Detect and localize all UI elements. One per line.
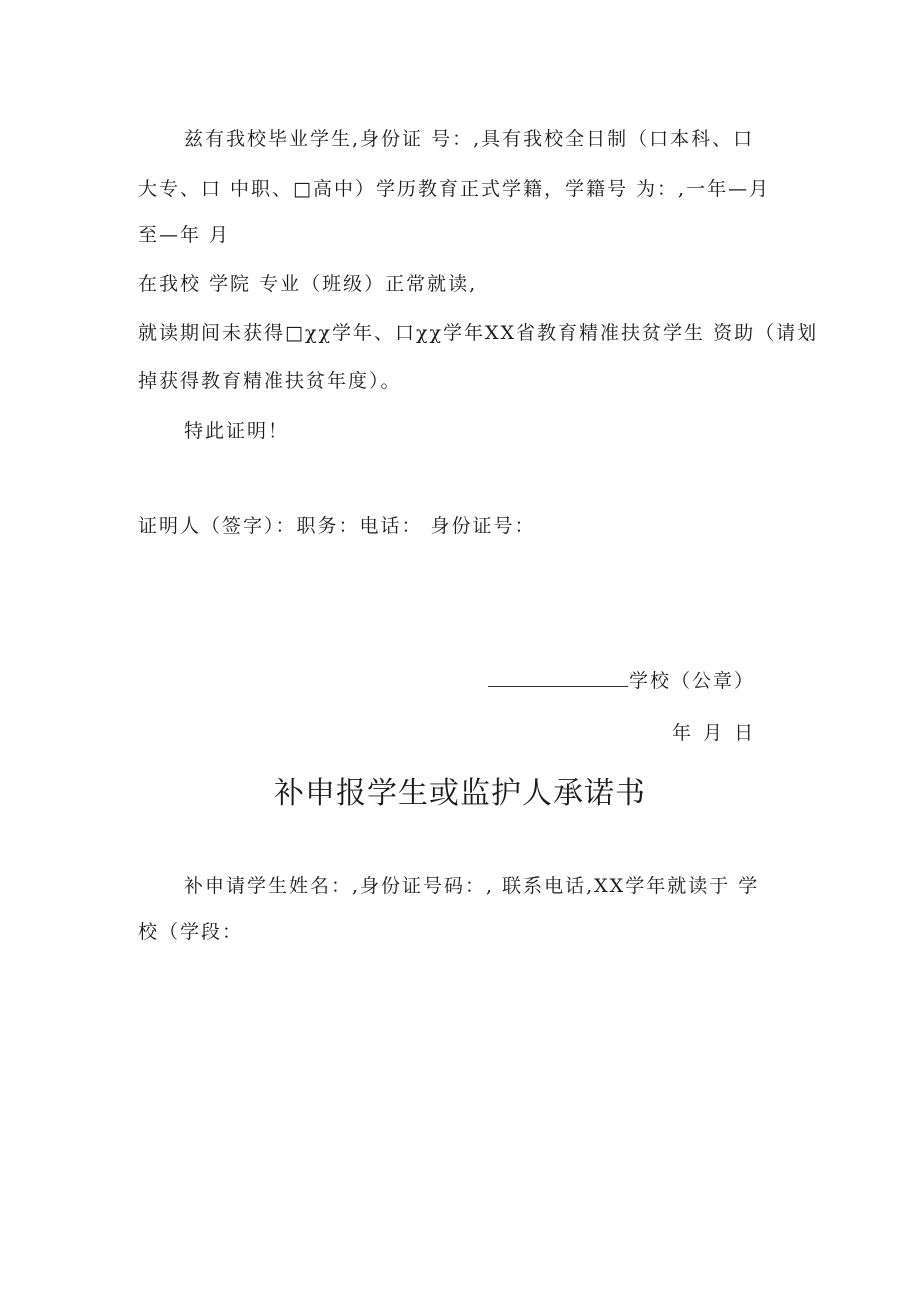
commitment-paragraph-line: 补申请学生姓名：,身份证号码：, 联系电话,XX学年就读于 学 [184, 875, 760, 897]
certificate-paragraph-line: 大专、口 中职、□高中）学历教育正式学籍，学籍号 为：,一年—月 [138, 178, 771, 200]
certificate-aid-line: 掉获得教育精准扶贫年度）。 [138, 370, 402, 392]
seal-blank-line [488, 666, 628, 687]
certificate-paragraph-line: 至—年 月 [138, 224, 231, 246]
seal-label: 学校（公章） [629, 670, 756, 692]
certificate-enrollment-line: 在我校 学院 专业（班级）正常就读, [138, 273, 478, 295]
certificate-aid-line: 就读期间未获得□χχ学年、口χχ学年XX省教育精准扶贫学生 资助（请划 [138, 322, 819, 344]
commitment-title: 补申报学生或监护人承诺书 [274, 776, 646, 811]
signatory-fields: 证明人（签字）：职务：电话： 身份证号： [138, 515, 536, 537]
certificate-closing: 特此证明！ [184, 420, 290, 442]
commitment-paragraph-line: 校（学段： [138, 921, 244, 943]
certificate-paragraph-line: 兹有我校毕业学生,身份证 号：,具有我校全日制（口本科、口 [184, 128, 755, 150]
date-line: 年 月 日 [672, 722, 754, 744]
